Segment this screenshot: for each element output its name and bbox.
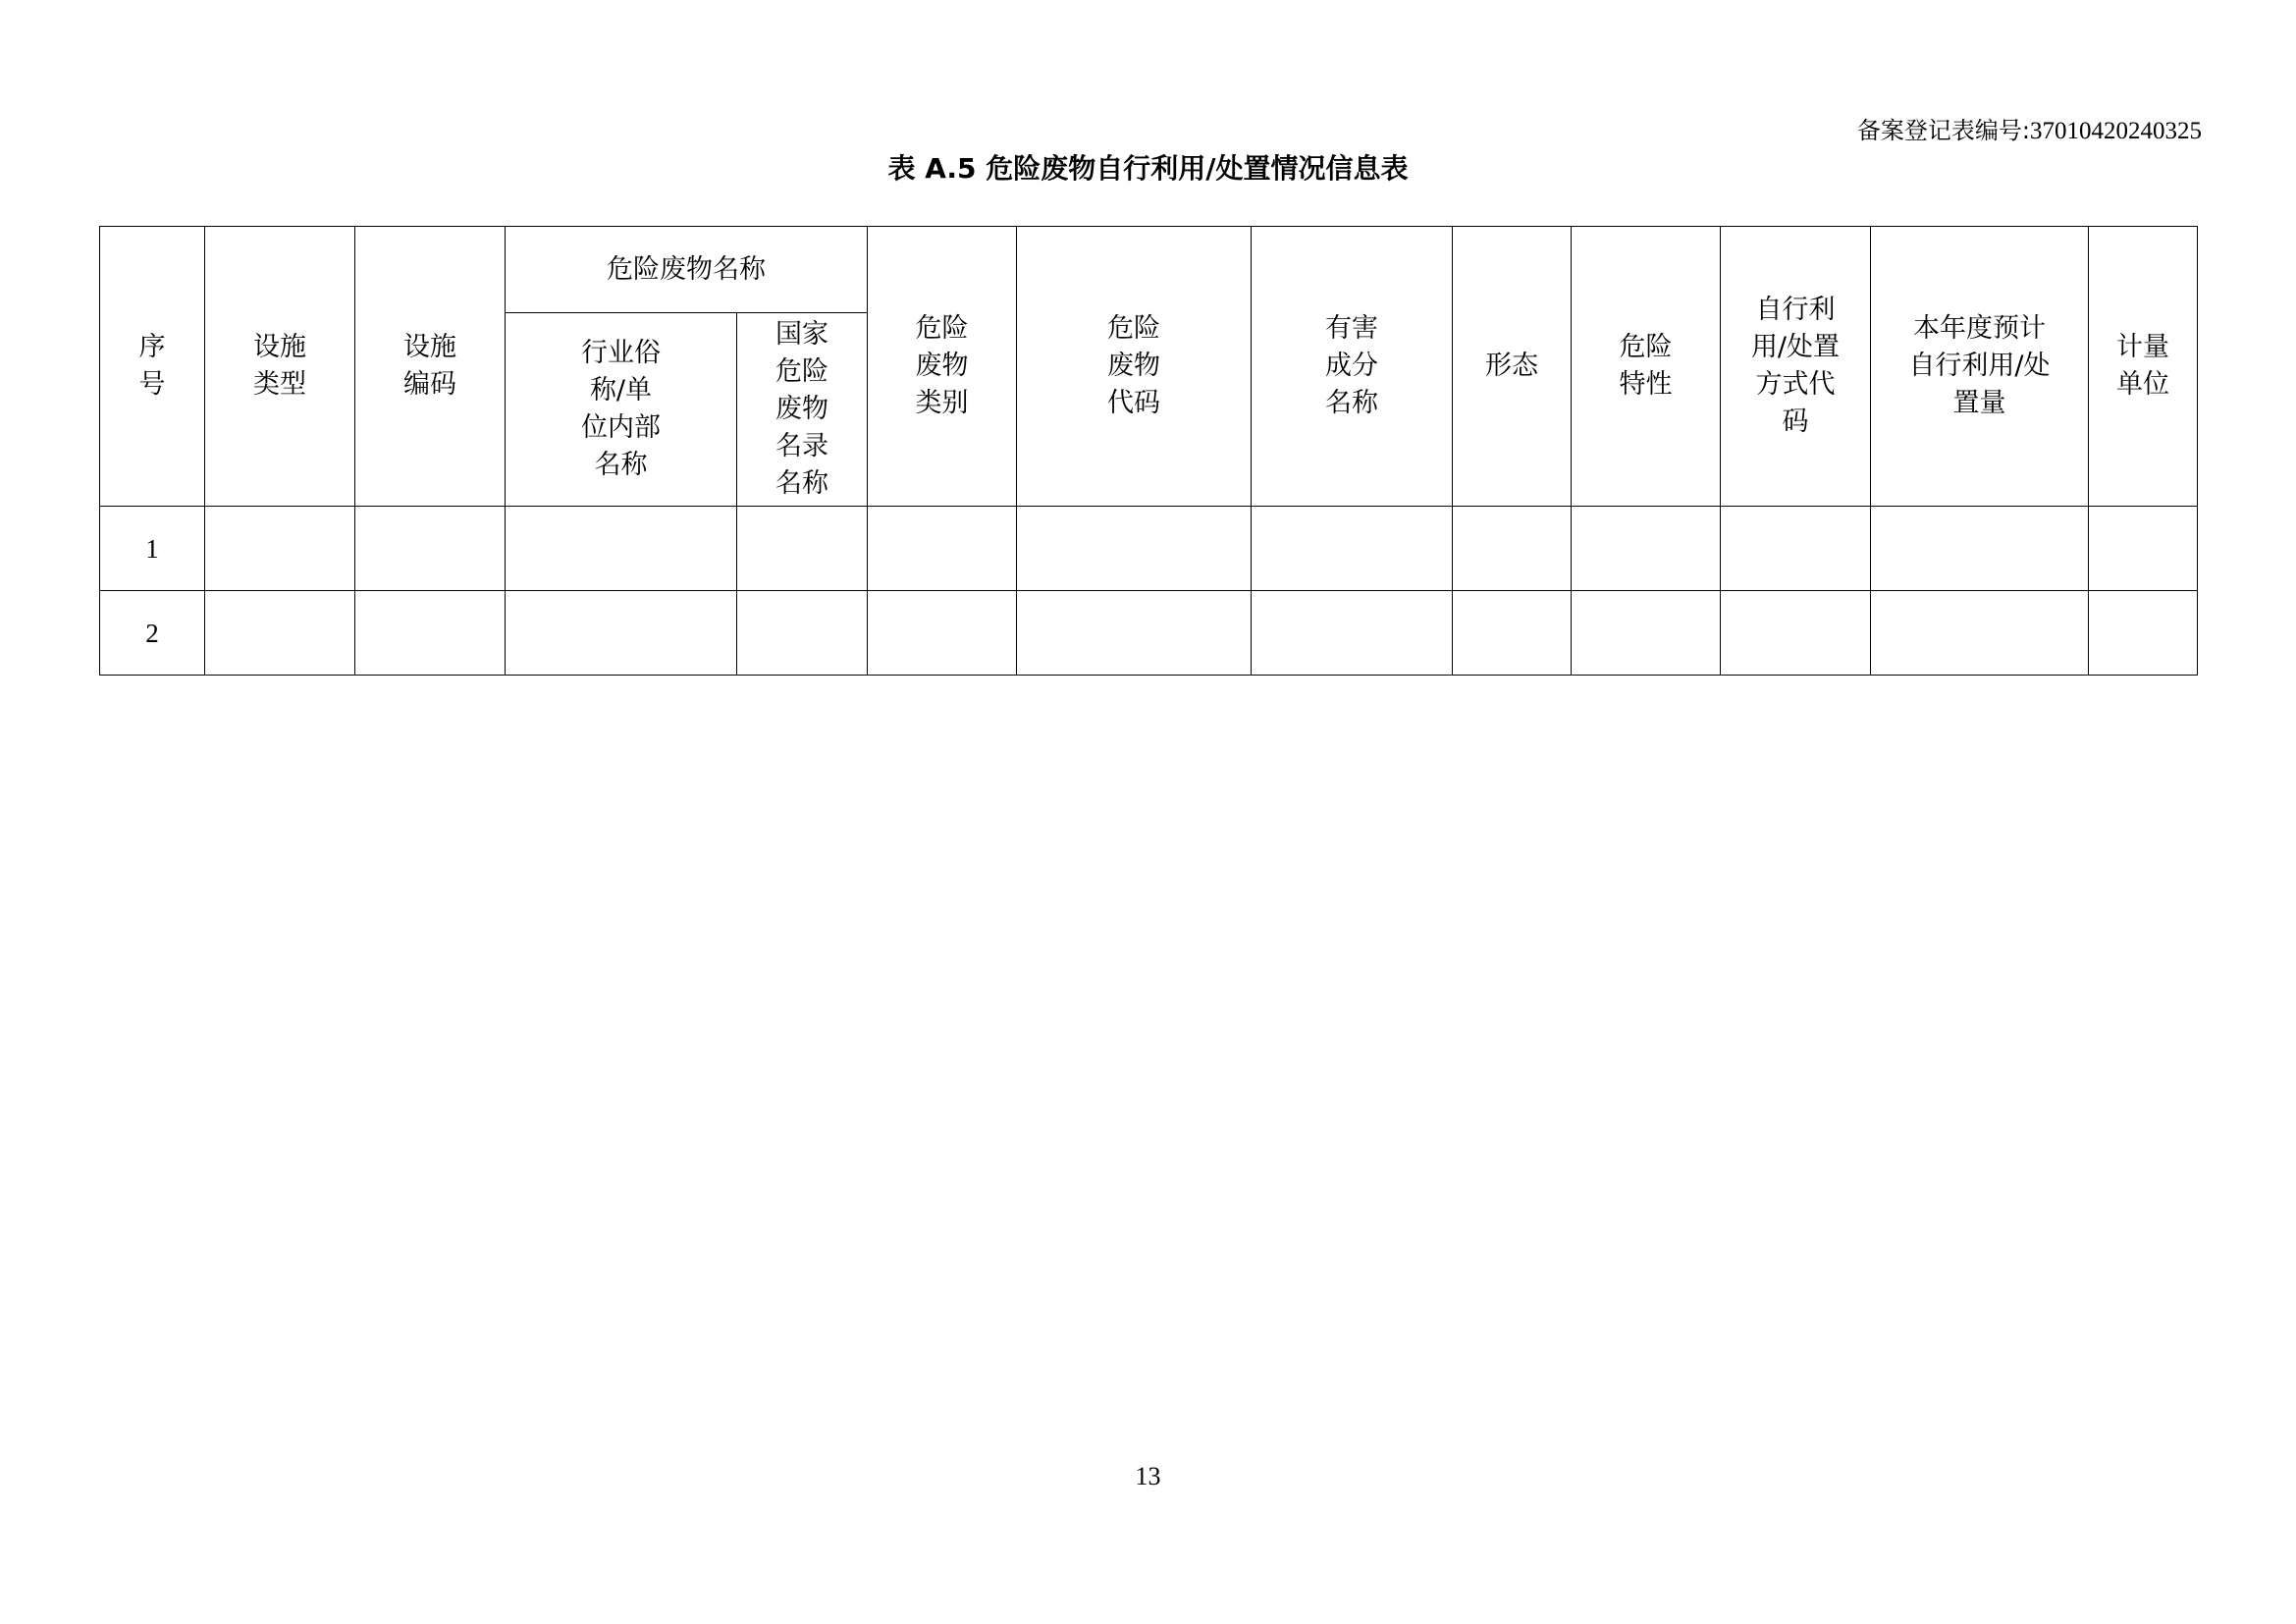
table-row xyxy=(100,591,2198,676)
header-form-text: 形态 xyxy=(1485,351,1538,381)
header-waste-code xyxy=(1017,227,1252,507)
row-seq-cell: 1 xyxy=(100,507,205,591)
header-facility-code-text: 设施 编码 xyxy=(403,332,456,400)
industry-name-cell[interactable] xyxy=(506,591,737,676)
waste-code-cell[interactable] xyxy=(1017,507,1252,591)
header-facility-code xyxy=(355,227,506,507)
form-cell[interactable] xyxy=(1453,507,1572,591)
page-number: 13 xyxy=(1135,1462,1161,1490)
header-seq-text: 序 号 xyxy=(138,332,166,400)
annual-amount-cell[interactable] xyxy=(1871,591,2089,676)
header-unit xyxy=(2089,227,2198,507)
annual-amount-cell[interactable] xyxy=(1871,507,2089,591)
header-form xyxy=(1453,227,1572,507)
header-waste-category-text: 危险 废物 类别 xyxy=(915,313,969,418)
industry-name-cell[interactable] xyxy=(506,507,737,591)
registration-label: 备案登记表编号: xyxy=(1856,117,2030,144)
unit-cell[interactable] xyxy=(2089,591,2198,676)
table-header-row-1 xyxy=(100,227,2198,313)
row-seq-cell: 2 xyxy=(100,591,205,676)
header-industry-name-text: 行业俗 称/单 位内部 名称 xyxy=(581,338,661,480)
header-hazardous-component-text: 有害 成分 名称 xyxy=(1325,313,1378,418)
header-waste-category xyxy=(868,227,1017,507)
header-annual-amount xyxy=(1871,227,2089,507)
header-hazard-property xyxy=(1572,227,1721,507)
header-national-name xyxy=(737,313,868,507)
header-facility-type xyxy=(205,227,355,507)
facility-code-cell[interactable] xyxy=(355,591,506,676)
hazardous-component-cell[interactable] xyxy=(1252,507,1453,591)
header-facility-type-text: 设施 类型 xyxy=(253,332,306,400)
facility-type-cell[interactable] xyxy=(205,507,355,591)
hazard-property-cell[interactable] xyxy=(1572,507,1721,591)
national-name-cell[interactable] xyxy=(737,591,868,676)
hazardous-component-cell[interactable] xyxy=(1252,591,1453,676)
hazardous-waste-disposal-table xyxy=(99,226,2198,676)
national-name-cell[interactable] xyxy=(737,507,868,591)
hazard-property-cell[interactable] xyxy=(1572,591,1721,676)
unit-cell[interactable] xyxy=(2089,507,2198,591)
method-code-cell[interactable] xyxy=(1721,591,1871,676)
registration-value: 37010420240325 xyxy=(2030,118,2202,144)
facility-code-cell[interactable] xyxy=(355,507,506,591)
header-seq xyxy=(100,227,205,507)
table-title: 表 A.5 危险废物自行利用/处置情况信息表 xyxy=(887,152,1409,185)
header-method-code-text: 自行利 用/处置 方式代 码 xyxy=(1750,295,1841,437)
waste-category-cell[interactable] xyxy=(868,507,1017,591)
header-hazardous-component xyxy=(1252,227,1453,507)
header-waste-code-text: 危险 废物 代码 xyxy=(1107,313,1160,418)
header-unit-text: 计量 单位 xyxy=(2116,332,2169,400)
facility-type-cell[interactable] xyxy=(205,591,355,676)
header-waste-name-group-text: 危险废物名称 xyxy=(607,253,766,285)
waste-category-cell[interactable] xyxy=(868,591,1017,676)
form-cell[interactable] xyxy=(1453,591,1572,676)
header-method-code xyxy=(1721,227,1871,507)
waste-code-cell[interactable] xyxy=(1017,591,1252,676)
header-hazard-property-text: 危险 特性 xyxy=(1619,332,1673,400)
table-row xyxy=(100,507,2198,591)
header-annual-amount-text: 本年度预计 自行利用/处 置量 xyxy=(1908,313,2051,418)
method-code-cell[interactable] xyxy=(1721,507,1871,591)
header-national-name-text: 国家 危险 废物 名录 名称 xyxy=(775,319,828,499)
header-industry-name xyxy=(506,313,737,507)
header-waste-name-group xyxy=(506,227,868,313)
registration-number xyxy=(1857,116,2202,146)
